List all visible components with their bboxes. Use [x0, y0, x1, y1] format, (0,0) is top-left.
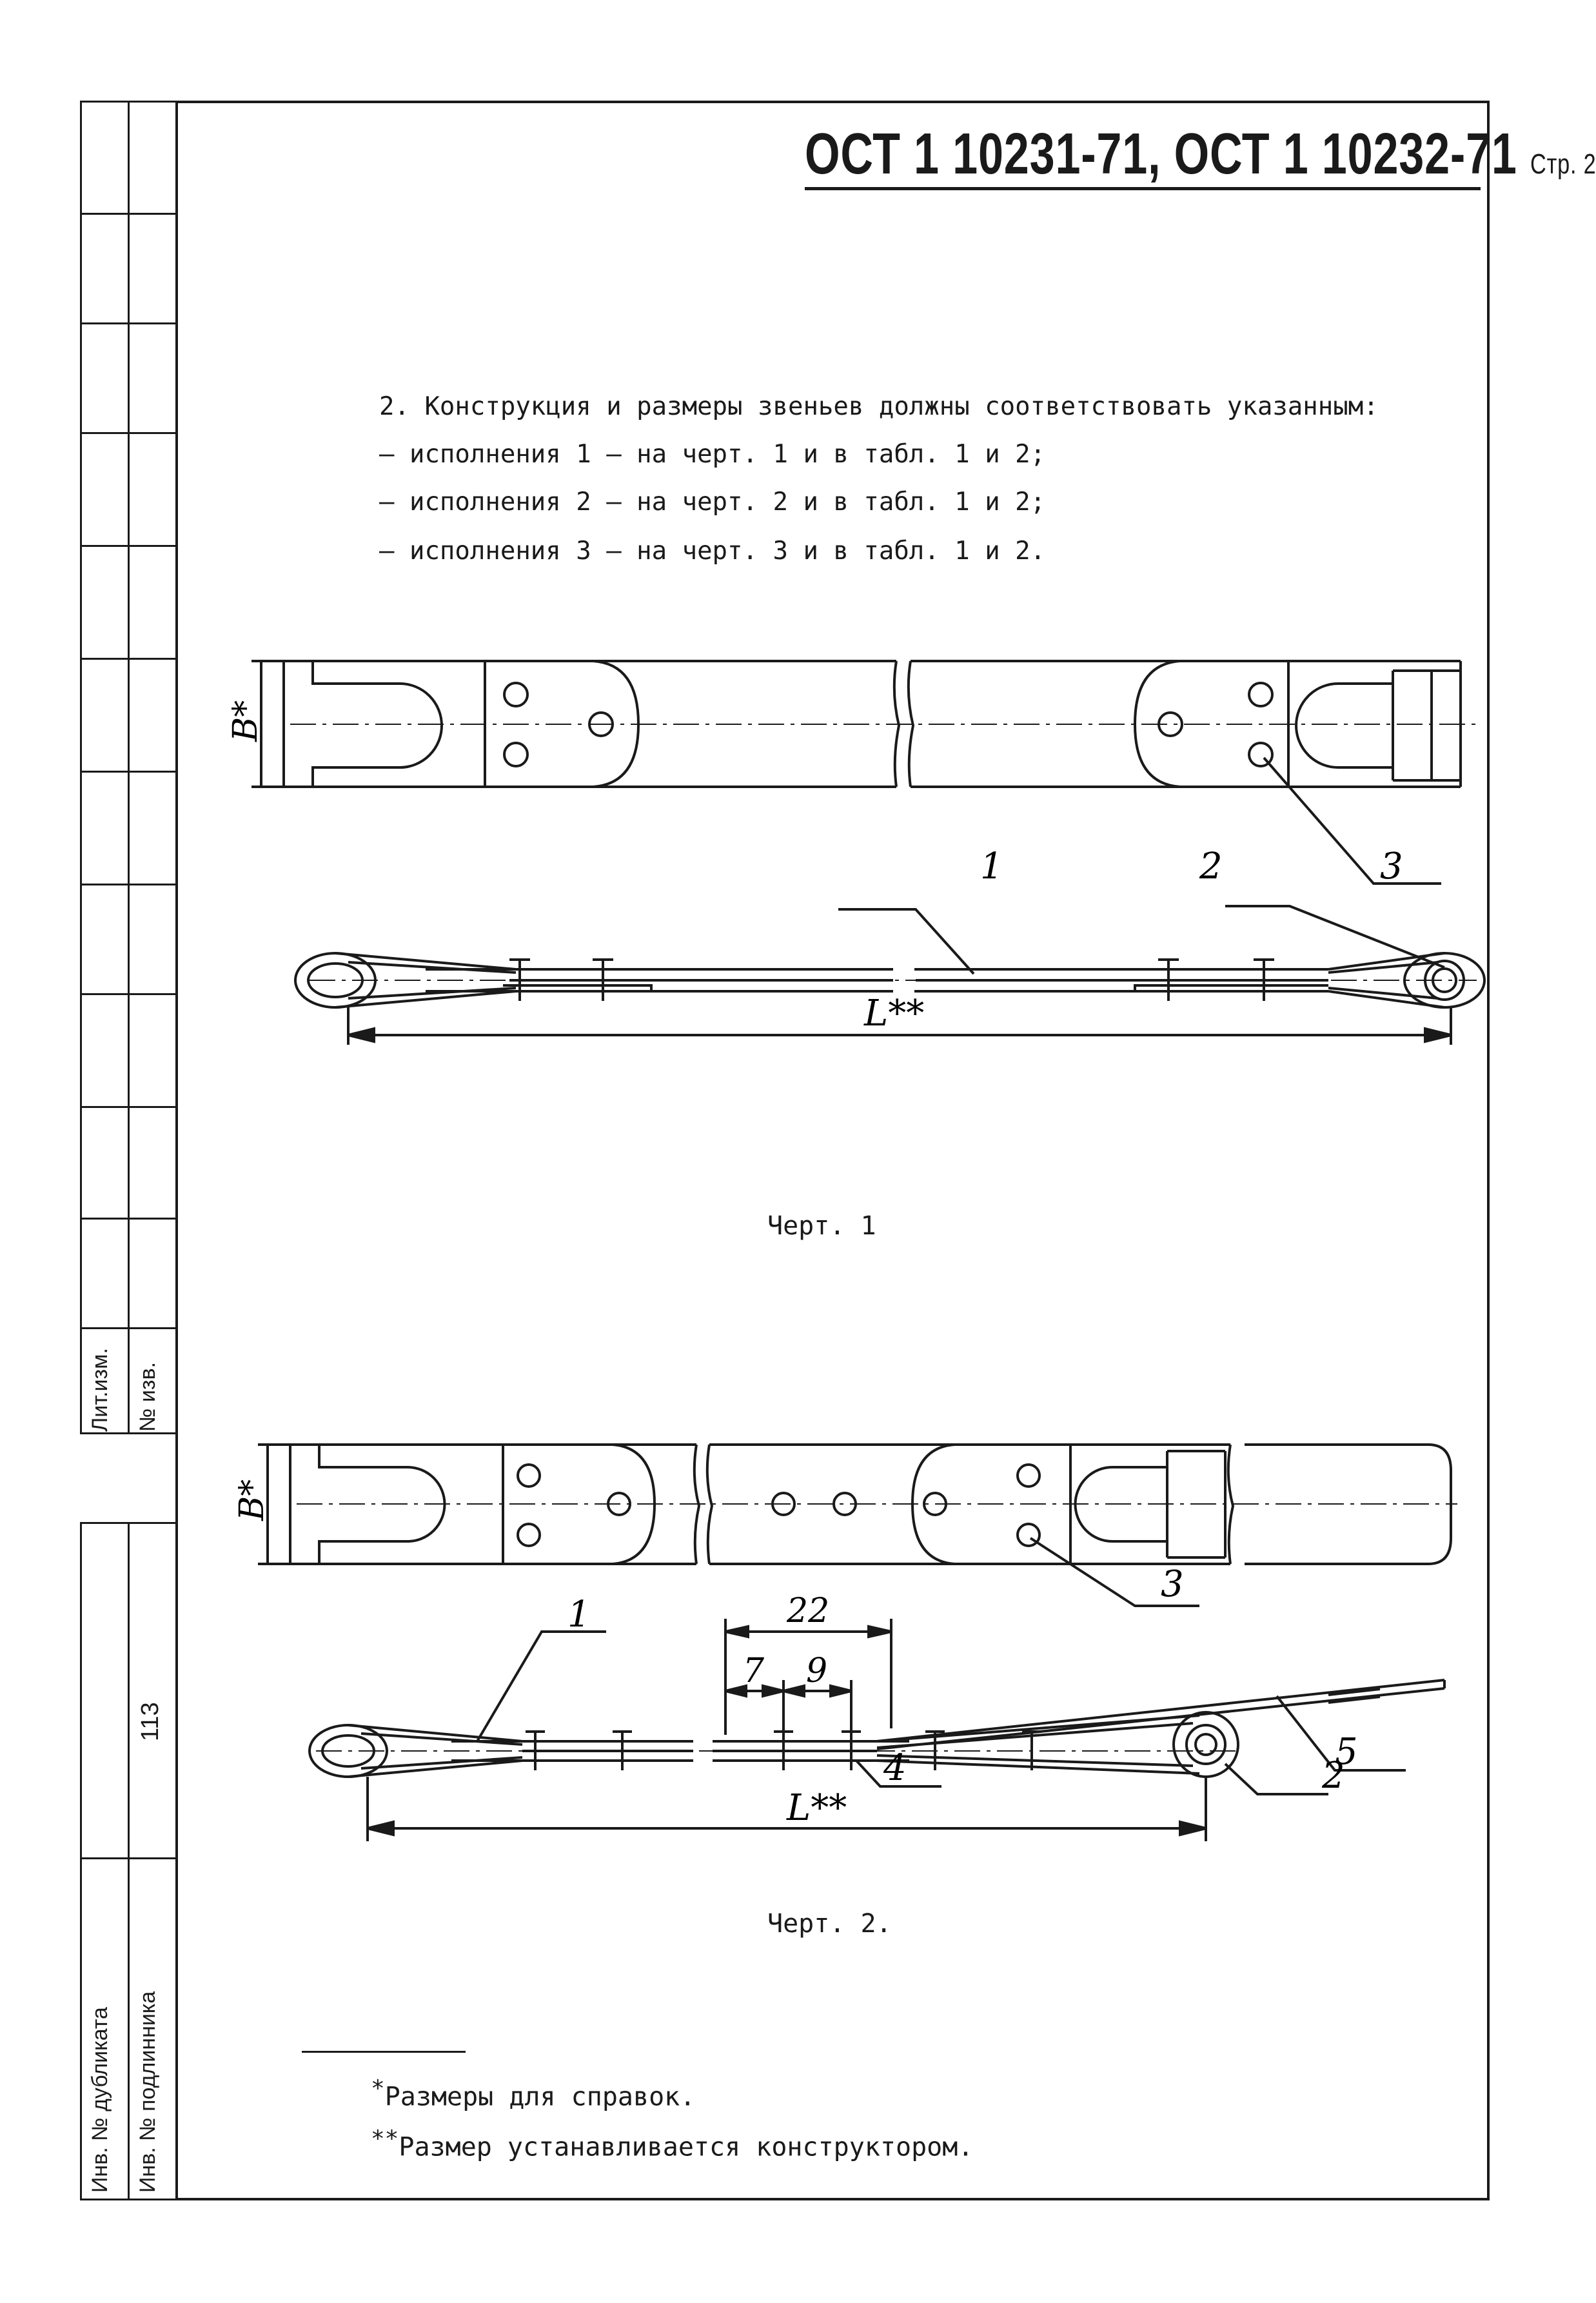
- stamp-page-number: 113: [137, 1702, 164, 1741]
- drawing2-side-thimble-mid: [1187, 1725, 1225, 1764]
- stamp-lit-izm: Лит.изм.: [88, 1348, 112, 1432]
- drawing2-leader-1: [477, 1632, 606, 1741]
- header-underline: [805, 187, 1481, 190]
- page-label: Стр. 2: [1530, 148, 1596, 180]
- stamp-cell-line: [80, 1218, 178, 1220]
- drawing2-callout-4: 4: [883, 1747, 907, 1789]
- stamp-cell-line: [80, 1857, 178, 1859]
- drawing1-leader-1: [838, 909, 974, 974]
- drawing2-dim-b: B*: [233, 1479, 271, 1521]
- notes-rule: [302, 2051, 466, 2053]
- drawing2-callout-3: 3: [1161, 1563, 1184, 1605]
- drawing2-hole: [518, 1524, 540, 1546]
- stamp-cell-line: [80, 432, 178, 434]
- drawing1-callout-3: 3: [1380, 845, 1403, 887]
- note-2-text: Размер устанавливается конструктором.: [399, 2132, 974, 2162]
- drawing1-hole: [504, 683, 527, 706]
- drawing1-right-loop: [1296, 671, 1461, 780]
- document-header: [805, 121, 1596, 188]
- drawing2-side-thimble-inner: [1196, 1734, 1216, 1755]
- drawing1-dim-l: L**: [864, 993, 925, 1034]
- drawing1-callout-2: 2: [1199, 845, 1223, 887]
- drawing1-leader-3: [1264, 758, 1441, 884]
- drawing2-callout-1: 1: [567, 1594, 591, 1636]
- stamp-cell-line: [80, 658, 178, 660]
- stamp-cell-line: [80, 322, 178, 324]
- drawing2-hole: [1018, 1465, 1039, 1487]
- stamp-cell-line: [80, 1106, 178, 1108]
- note-2-mark: **: [371, 2126, 399, 2152]
- intro-line-1: 2. Конструкция и размеры звеньев должны соответствовать указанным:: [379, 392, 1379, 421]
- drawing2-callout-2: 2: [1322, 1755, 1345, 1797]
- drawing2-dim-9: 9: [806, 1652, 828, 1690]
- drawing1-dim-l-arrow-right: [1425, 1029, 1451, 1042]
- note-1: [371, 2075, 695, 2111]
- stamp-divider-lower: [128, 1522, 130, 2200]
- drawing1-callout-1: 1: [980, 845, 1003, 887]
- stamp-inv-podl: Инв. № подлинника: [135, 1991, 160, 2193]
- stamp-cell-line: [80, 993, 178, 995]
- note-2: [371, 2126, 973, 2162]
- note-1-mark: *: [371, 2075, 385, 2102]
- drawing1-hole: [1249, 683, 1272, 706]
- drawing2-hole: [518, 1465, 540, 1487]
- drawing1-caption: Черт. 1: [767, 1211, 876, 1241]
- stamp-cell-line: [80, 545, 178, 547]
- stamp-no-izv: № изв.: [135, 1361, 160, 1432]
- drawing2-break-right: [1228, 1445, 1233, 1564]
- drawing-2: [232, 1425, 1483, 1877]
- intro-line-4: – исполнения 3 – на черт. 3 и в табл. 1 и 2.: [379, 537, 1046, 566]
- drawing2-callout-5: 5: [1335, 1731, 1358, 1773]
- stamp-cell-line: [80, 884, 178, 885]
- drawing2-dim-22: 22: [787, 1592, 830, 1630]
- intro-line-2: – исполнения 1 – на черт. 1 и в табл. 1 и 2;: [379, 440, 1046, 469]
- drawing-1: [226, 632, 1483, 1071]
- stamp-cell-line: [80, 1327, 178, 1329]
- stamp-cell-line: [80, 771, 178, 773]
- drawing2-dim-l: L**: [787, 1787, 847, 1829]
- drawing1-dim-b: B*: [226, 700, 265, 742]
- note-1-text: Размеры для справок.: [384, 2082, 696, 2112]
- stamp-divider-upper: [128, 101, 130, 1434]
- drawing2-caption: Черт. 2.: [767, 1909, 892, 1939]
- stamp-inv-dubl: Инв. № дубликата: [88, 2007, 112, 2193]
- intro-line-3: – исполнения 2 – на черт. 2 и в табл. 1 и 2;: [379, 488, 1046, 517]
- drawing2-break-mid: [707, 1445, 712, 1564]
- drawing2-leader-2: [1225, 1764, 1328, 1794]
- drawing1-dim-l-arrow-left: [348, 1029, 374, 1042]
- drawing2-dim-7: 7: [743, 1652, 765, 1690]
- drawing1-hole: [504, 743, 527, 766]
- stamp-cell-line: [80, 213, 178, 215]
- document-title: ОСТ 1 10231-71, ОСТ 1 10232-71: [805, 122, 1517, 186]
